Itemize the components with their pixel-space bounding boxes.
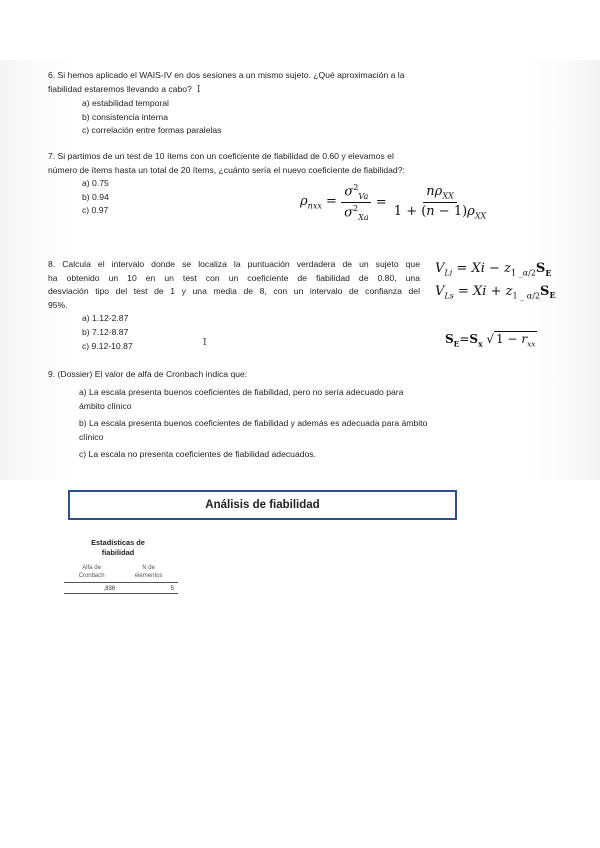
q8-line-3: desviación tipo del test de 1 y una media de 8, con un intervalo de confianza del <box>48 286 420 297</box>
reliability-stats-table <box>64 565 178 594</box>
confidence-interval-formulas <box>435 260 556 305</box>
q8-option-b: b) 7.12-8.87 <box>82 326 129 337</box>
standard-error-formula: $S_E=S_x$ √ $1 - r_{xx}$ <box>445 332 536 349</box>
q8-option-a: a) 1.12-2.87 <box>82 313 129 324</box>
col-header-alpha-line-1: Alfa de <box>82 565 101 571</box>
stats-title-line-1: Estadísticas de <box>91 538 145 547</box>
n-items-value: 5 <box>119 583 178 594</box>
stats-title-line-2: fiabilidad <box>101 547 135 557</box>
table-row <box>64 583 178 594</box>
question-9 <box>48 368 427 461</box>
q7-option-b: b) 0.94 <box>82 191 109 202</box>
upper-limit-formula: $V_{Ls} = Xi + z_{1 \_ \alpha/2}S_E$ <box>435 283 556 301</box>
q8-line-1: 8. Calcula el intervalo donde se localiza la puntuación verdadera de un sujeto que <box>48 259 420 269</box>
table-header-row <box>64 565 178 583</box>
q8-line-2: ha obtenido un 10 en un test con un coeficiente de fiabilidad de 0.80, una <box>48 272 420 283</box>
text-cursor-icon: I <box>196 84 201 95</box>
q9-option-b: b) La escala presenta buenos coeficientes de fiabilidad y además es adecuada para ámbito <box>79 417 428 428</box>
reliability-analysis-title: Análisis de fiabilidad <box>205 499 320 511</box>
q8-line-4: 95%. <box>48 299 68 310</box>
alpha-value: ,836 <box>64 583 119 594</box>
q7-line-1: 7. Si partimos de un test de 10 ítems con un coeficiente de fiabilidad de 0.60 y elevamos el <box>48 151 394 161</box>
col-header-n-line-2: elementos <box>134 572 163 579</box>
reliability-analysis-header <box>68 490 457 520</box>
col-header-alpha-line-2: Cronbach <box>78 572 105 579</box>
reliability-stats-title <box>64 538 172 557</box>
q8-option-c: c) 9.12-10.87 <box>82 340 133 351</box>
q6-option-a: a) estabilidad temporal <box>82 98 169 109</box>
question-8 <box>48 258 420 353</box>
q7-option-a: a) 0.75 <box>82 178 109 189</box>
q9-option-b-cont: clínico <box>79 431 104 442</box>
q9-option-a-cont: ámbito clínico <box>79 400 132 411</box>
q6-line-1: 6. Si hemos aplicado el WAIS-IV en dos sesiones a un mismo sujeto. ¿Qué aproximación a la <box>48 70 405 80</box>
col-header-alpha <box>64 565 119 583</box>
q6-option-b: b) consistencia interna <box>82 111 168 122</box>
col-header-n <box>119 565 178 583</box>
lower-limit-formula: $V_{Li} = Xi - z_{1 \_\alpha/2}S_E$ <box>435 261 552 278</box>
q7-option-c: c) 0.97 <box>82 205 109 216</box>
q6-option-c: c) correlación entre formas paralelas <box>82 125 222 136</box>
text-cursor-icon-2: I <box>203 338 207 348</box>
q7-line-2: número de ítems hasta un total de 20 ítems, ¿cuánto sería el nuevo coeficiente de fiabilidad?: <box>48 164 405 175</box>
q9-option-c: c) La escala no presenta coeficientes de fiabilidad adecuados. <box>79 448 316 459</box>
spearman-brown-formula: $\rho_{nxx}$ = $\frac{\sigma^2_{Va}}{\sigma^2_{Xa}}$ = $\frac{n\rho_{XX}}{1 + (n - 1)\rho_{XX}}$ <box>300 183 487 222</box>
question-6 <box>48 69 405 138</box>
q6-line-2: fiabilidad estaremos llevando a cabo? <box>48 83 192 94</box>
q9-title: 9. (Dossier) El valor de alfa de Cronbach indica que: <box>48 369 248 379</box>
q9-option-a: a) La escala presenta buenos coeficientes de fiabilidad, pero no sería adecuado para <box>79 386 404 397</box>
col-header-n-line-1: N de <box>142 565 155 571</box>
